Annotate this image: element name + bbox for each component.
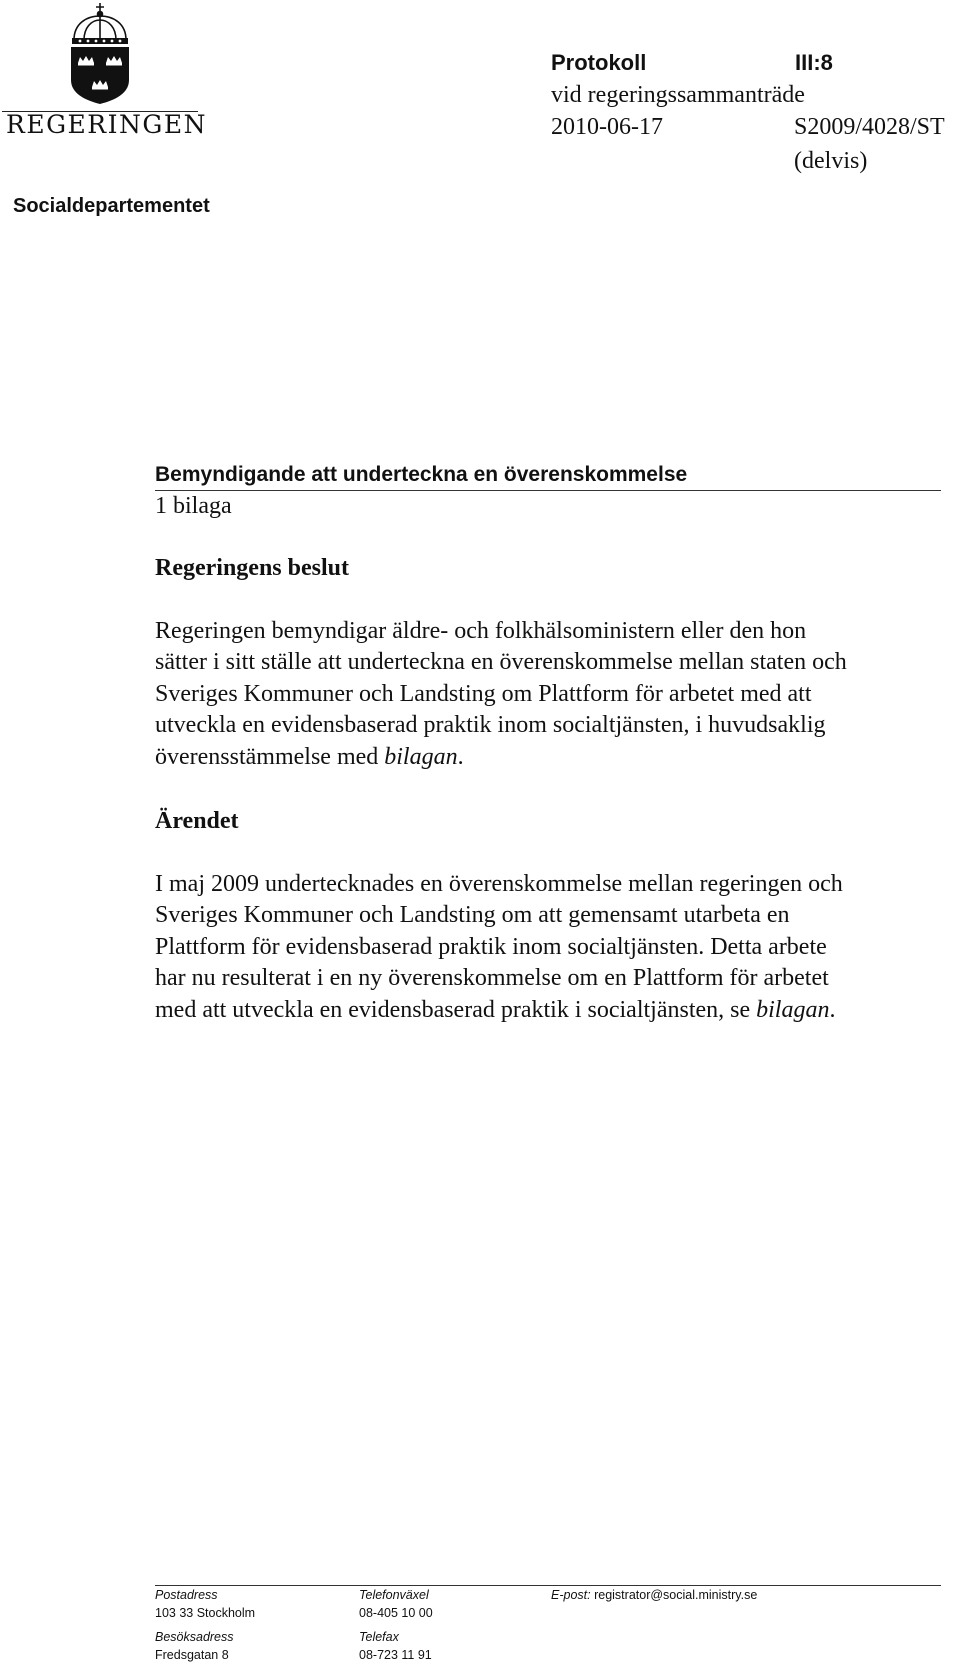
logo-wordmark: REGERINGEN	[6, 110, 207, 139]
coat-of-arms-icon	[2, 0, 198, 110]
sentence-end: .	[829, 996, 836, 1023]
phone-value: 08-405 10 00	[359, 1606, 433, 1620]
paragraph-line: Sveriges Kommuner och Landsting om Plattform för arbetet med att	[155, 680, 812, 707]
paragraph-line: utveckla en evidensbaserad praktik inom socialtjänsten, i huvudsaklig	[155, 712, 826, 739]
paragraph-line: Sveriges Kommuner och Landsting om att gemensamt utarbeta en	[155, 902, 790, 929]
postal-address-label: Postadress	[155, 1588, 218, 1602]
decision-paragraph	[155, 616, 945, 773]
visiting-address-value: Fredsgatan 8	[155, 1648, 229, 1662]
footer-divider	[155, 1585, 941, 1586]
document-type: Protokoll	[551, 50, 647, 75]
matter-heading: Ärendet	[155, 808, 239, 834]
postal-address-value: 103 33 Stockholm	[155, 1606, 256, 1620]
attachment-count: 1 bilaga	[155, 493, 232, 519]
email-label: E-post:	[551, 1588, 591, 1602]
paragraph-text: överensstämmelse med	[155, 743, 385, 770]
paragraph-line: sätter i sitt ställe att underteckna en överenskommelse mellan staten och	[155, 649, 847, 676]
paragraph-line: I maj 2009 undertecknades en överenskommelse mellan regeringen och	[155, 871, 843, 897]
paragraph-line: Regeringen bemyndigar äldre- och folkhälsoministern eller den hon	[155, 618, 807, 644]
paragraph-line	[155, 995, 945, 1026]
phone-label: Telefonväxel	[359, 1588, 429, 1602]
attachment-reference: bilagan	[384, 743, 458, 770]
paragraph-text: med att utveckla en evidensbaserad praktik i socialtjänsten, se	[155, 996, 757, 1023]
visiting-address-label: Besöksadress	[155, 1630, 234, 1644]
paragraph-line	[155, 742, 945, 773]
email-link[interactable]: registrator@social.ministry.se	[594, 1588, 758, 1602]
paragraph-line: har nu resulterat i en ny överenskommelse om en Plattform för arbetet	[155, 965, 829, 992]
subject-title: Bemyndigande att underteckna en överenskommelse	[155, 463, 688, 486]
fax-value: 08-723 11 91	[359, 1648, 432, 1662]
email-row	[551, 1588, 757, 1602]
paragraph-line: Plattform för evidensbaserad praktik inom socialtjänsten. Detta arbete	[155, 933, 827, 960]
fax-label: Telefax	[359, 1630, 399, 1644]
reference-note: (delvis)	[794, 148, 868, 174]
department-name: Socialdepartementet	[13, 195, 210, 217]
decision-heading: Regeringens beslut	[155, 555, 349, 581]
meeting-type: vid regeringssammanträde	[551, 82, 805, 108]
sentence-end: .	[457, 743, 464, 770]
attachment-reference: bilagan	[756, 996, 830, 1023]
reference-number: S2009/4028/ST	[794, 114, 945, 140]
subject-divider	[155, 490, 941, 491]
matter-paragraph	[155, 869, 945, 1026]
protocol-number: III:8	[795, 50, 833, 75]
meeting-date: 2010-06-17	[551, 114, 663, 140]
